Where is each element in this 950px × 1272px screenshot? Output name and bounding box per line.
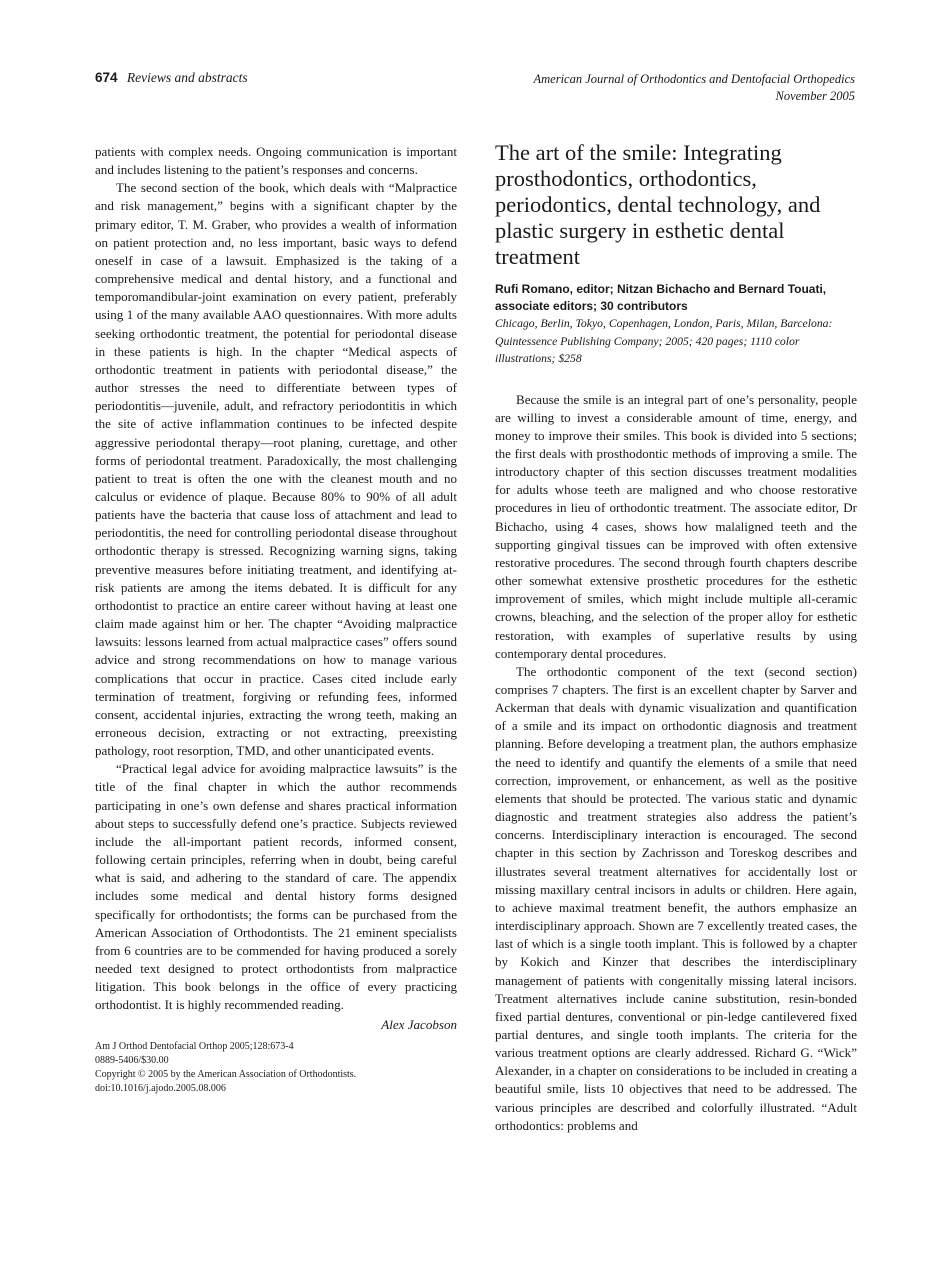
review-author: Alex Jacobson (381, 1016, 457, 1032)
journal-issue: November 2005 (775, 89, 855, 103)
citation-line: Copyright © 2005 by the American Association of Orthodontists. (95, 1068, 357, 1080)
citation-block (95, 1040, 457, 1096)
section-name: Reviews and abstracts (126, 70, 248, 85)
book-title: The art of the smile: Integrating prosthodontics, orthodontics, periodontics, dental technology, and plastic surgery in esthetic dental treatment (495, 140, 821, 269)
journal-name: American Journal of Orthodontics and Dentofacial Orthopedics (533, 72, 855, 86)
left-column (95, 143, 457, 1096)
paragraph: “Practical legal advice for avoiding malpractice lawsuits” is the title of the final chapter in which the author recommends participating in one’s own defense and shares practical information about steps to successfully defend one’s practice. Subjects reviewed include the all-important patient records, informed consent, following certain principles, referring when in doubt, being careful what is said, and adhering to the standard of care. The appendix includes some medical and dental history forms designed specifically for orthodontists; the forms can be purchased from the American Association of Orthodontists. The 21 eminent specialists from 6 countries are to be commended for having produced a sorely needed text designed to protect orthodontists from malpractice litigation. This book belongs in the office of every practicing orthodontist. It is highly recommended reading. (95, 761, 457, 1013)
book-editors: Rufi Romano, editor; Nitzan Bichacho and Bernard Touati, associate editors; 30 contributors (495, 282, 827, 313)
right-column (495, 140, 857, 1135)
citation-line: Am J Orthod Dentofacial Orthop 2005;128:673-4 (95, 1040, 294, 1052)
running-header-left (95, 70, 248, 86)
citation-line: 0889-5406/$30.00 (95, 1054, 169, 1066)
paragraph: The second section of the book, which deals with “Malpractice and risk management,” begins with a significant chapter by the primary editor, T. M. Graber, who provides a wealth of information on patient protection and, no less important, basic ways to defend oneself in case of a lawsuit. Emphasized is the taking of a comprehensive medical and dental history, and a functional and temporomandibular-joint examination on every patient, preferably using 1 of the many available AAO questionnaires. With more adults seeking orthodontic treatment, the potential for periodontal disease in these patients is high. In the chapter “Medical aspects of orthodontic treatment in patients with periodontal disease,” the author stresses the need to differentiate between types of periodontitis—juvenile, adult, and refractory periodontitis in which the site of active inflammation continues to be infected despite aggressive periodontal therapy—root planing, curettage, and other forms of periodontal treatment. Paradoxically, the most challenging patient to treat is often the one with the cleanest mouth and no calculus or evidence of plaque. Because 80% to 90% of all adult patients have the bacteria that cause loss of attachment and lead to periodontitis, the need for controlling periodontal disease throughout orthodontic therapy is stressed. Recognizing warning signs, taking preventive measures before initiating treatment, and identifying at-risk patients are among the items debated. It is difficult for any orthodontist to practice an entire career without having at least one claim made against him or her. The chapter “Avoiding malpractice lawsuits: lessons learned from actual malpractice cases” offers sound advice and strong recommendations on how to manage various complications that occur in practice. Cases cited include early termination of treatment, forgiving or refunding fees, informed consent, accidental injuries, extracting the wrong teeth, making an erroneous decision, extracting or not extracting, preexisting pathology, root resorption, TMD, and other unanticipated events. (95, 180, 457, 759)
citation-line: doi:10.1016/j.ajodo.2005.08.006 (95, 1082, 226, 1094)
paragraph: Because the smile is an integral part of one’s personality, people are willing to invest a considerable amount of time, energy, and money to improve their smiles. This book is divided into 5 sections; the first deals with prosthodontic methods of improving a smile. The introductory chapter of this section discusses treatment modalities for adults whose teeth are maligned and who choose restorative procedures in lieu of orthodontic treatment. The associate editor, Dr Bichacho, using 4 cases, shows how malaligned teeth and the supporting gingival tissues can be improved with often extensive restorative procedures. The second through fourth chapters describe other somewhat extensive prosthetic procedures for the esthetic improvement of smiles, which might include multiple all-ceramic crowns, bleaching, and the selection of the proper alloy for esthetic restoration, with examples of superlative results by using contemporary dental procedures. (495, 391, 857, 661)
paragraph: The orthodontic component of the text (second section) comprises 7 chapters. The first is an excellent chapter by Sarver and Ackerman that deals with dynamic visualization and quantification of a smile and its impact on orthodontic diagnosis and treatment planning. Before developing a treatment plan, the authors emphasize the need to identify and quantify the elements of a smile that need correction, improvement, or enhancement, as well as the positive elements that should be protected. The various static and dynamic diagnostic and treatment strategies also address the patient’s concerns. Interdisciplinary interaction is encouraged. The second chapter in this section by Zachrisson and Toreskog describes and illustrates several treatment alternatives for accidentally lost or missing maxillary central incisors in adults or children. Here again, to achieve maximal treatment benefit, the authors emphasize an interdisciplinary approach. Shown are 7 excellently treated cases, the last of which is a single tooth implant. This is followed by a chapter by Kokich and Kinzer that describes the interdisciplinary management of patients with congenitally missing lateral incisors. Treatment alternatives include canine substitution, resin-bonded fixed partial dentures, conventional or pin-ledge cantilevered fixed partial dentures, and single tooth implants. The criteria for the various treatment options are clearly addressed. Richard G. “Wick” Alexander, in a chapter on considerations to be included in creating a beautiful smile, lists 10 objectives that need to be addressed. The various principles are described and colorfully illustrated. “Adult orthodontics: problems and (495, 663, 857, 1133)
publication-info: Chicago, Berlin, Tokyo, Copenhagen, London, Paris, Milan, Barcelona: Quintessence Publishing Company; 2005; 420 pages; 1110 color illustrations; $258 (495, 317, 833, 365)
page-number: 674 (95, 70, 118, 85)
running-header-right (534, 71, 856, 105)
paragraph: patients with complex needs. Ongoing communication is important and includes listening to the patient’s responses and concerns. (95, 144, 457, 178)
